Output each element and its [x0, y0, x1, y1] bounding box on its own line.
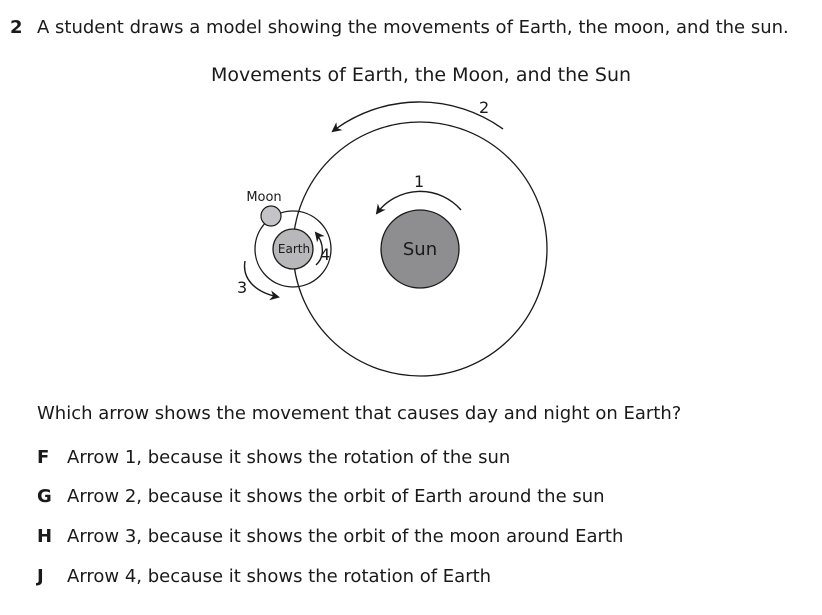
arrow-3-label: 3 — [237, 278, 248, 297]
question-stem: A student draws a model showing the movements of Earth, the moon, and the sun. — [37, 17, 789, 38]
arrow-1-label: 1 — [414, 172, 425, 191]
question-number: 2 — [10, 17, 23, 38]
choice-letter: F — [37, 447, 50, 468]
moon — [261, 206, 281, 226]
choice-text: Arrow 1, because it shows the rotation of the sun — [67, 447, 511, 468]
question-prompt: Which arrow shows the movement that causes day and night on Earth? — [37, 403, 682, 424]
moon-label: Moon — [246, 190, 282, 205]
answer-choice-h[interactable] — [37, 526, 623, 547]
earth-label: Earth — [277, 242, 311, 256]
arrow-2 — [333, 102, 503, 131]
choice-text: Arrow 2, because it shows the orbit of Earth around the sun — [67, 486, 605, 507]
figure-title: Movements of Earth, the Moon, and the Sun — [210, 64, 632, 86]
choice-letter: J — [37, 566, 44, 587]
choice-letter: G — [37, 486, 52, 507]
answer-choice-f[interactable] — [37, 447, 510, 468]
choice-letter: H — [37, 526, 53, 547]
answer-choice-g[interactable] — [37, 486, 605, 507]
choice-text: Arrow 3, because it shows the orbit of the moon around Earth — [67, 526, 624, 547]
arrow-3 — [245, 261, 278, 297]
arrow-4-label: 4 — [320, 245, 331, 264]
sun-label: Sun — [402, 239, 438, 260]
arrow-2-label: 2 — [479, 98, 490, 117]
answer-choice-j[interactable] — [37, 566, 491, 587]
choice-text: Arrow 4, because it shows the rotation of Earth — [67, 566, 492, 587]
